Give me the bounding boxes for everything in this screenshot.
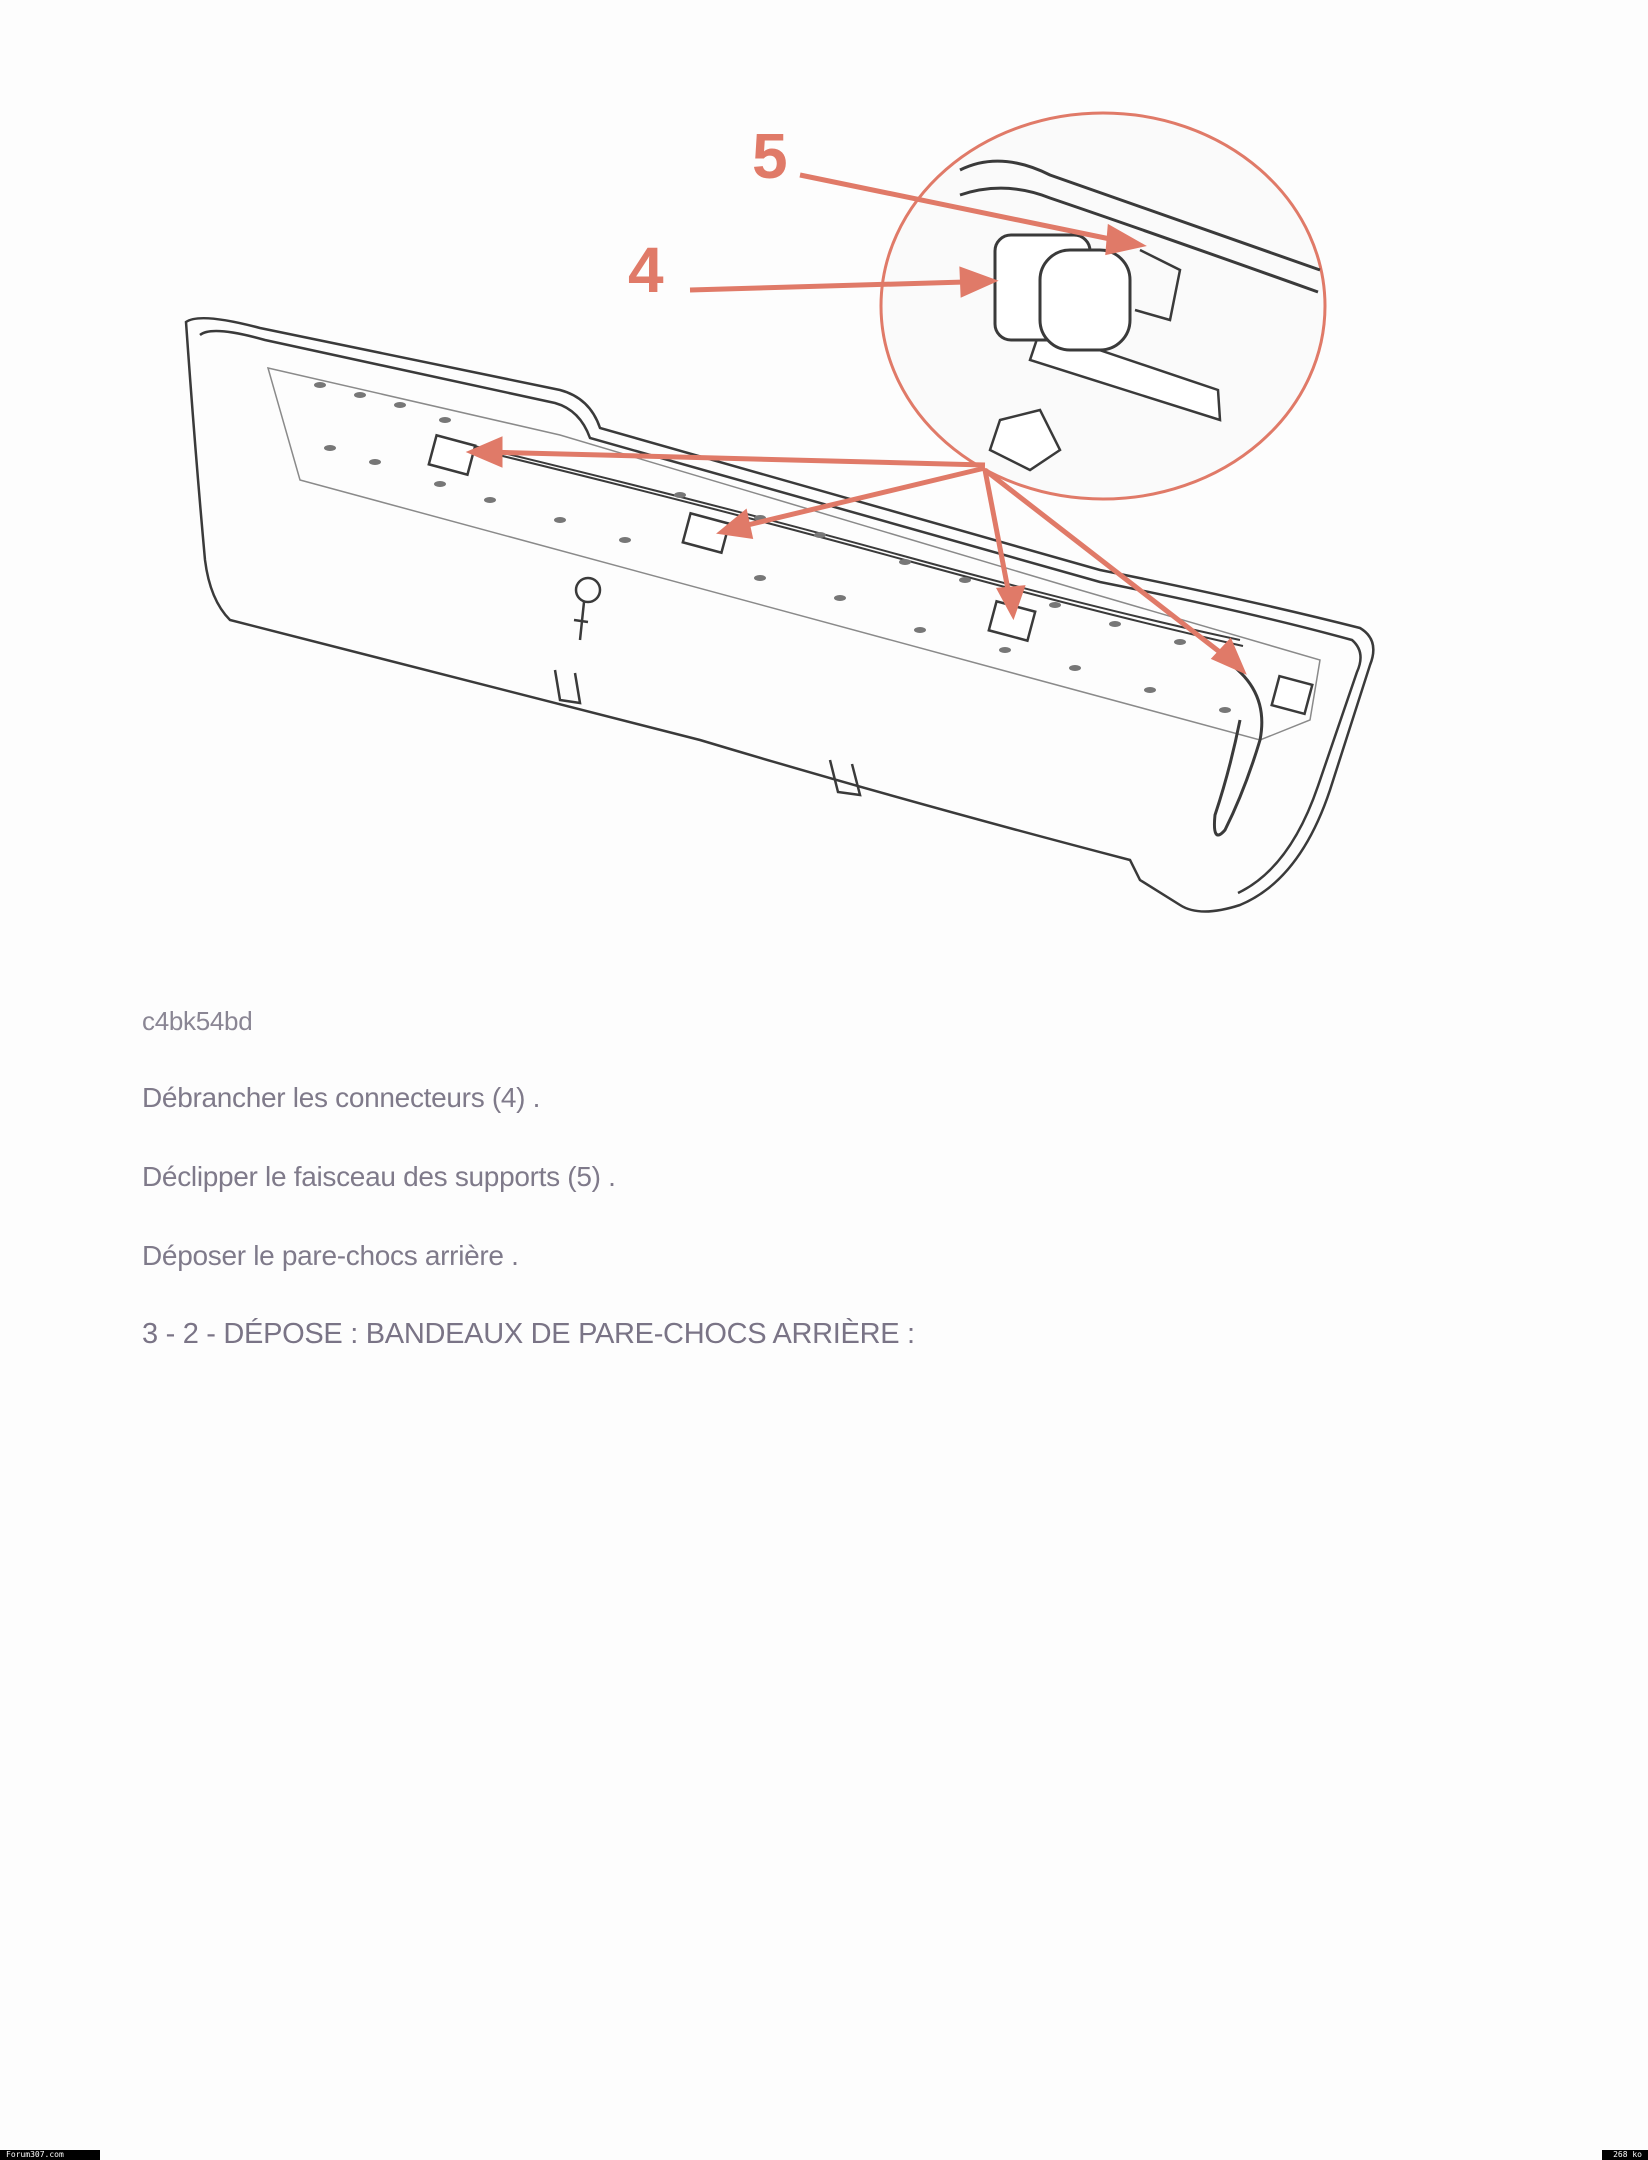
section-heading: 3 - 2 - DÉPOSE : BANDEAUX DE PARE-CHOCS ARRIÈRE :	[142, 1318, 915, 1350]
bumper-illustration	[0, 0, 1648, 960]
instruction-step-2: Déclipper le faisceau des supports (5) .	[142, 1161, 616, 1192]
instruction-step-3: Déposer le pare-chocs arrière .	[142, 1240, 519, 1271]
image-reference-code: c4bk54bd	[142, 1006, 253, 1036]
callout-4-label: 4	[628, 234, 664, 306]
callout-5-label: 5	[752, 120, 788, 192]
watermark-right-tag: 268 ko	[1602, 2150, 1648, 2160]
instruction-step-1: Débrancher les connecteurs (4) .	[142, 1082, 541, 1113]
wiring-harness	[1214, 660, 1261, 835]
watermark-left-tag: Forum307.com	[0, 2150, 100, 2160]
lower-tabs	[555, 578, 860, 795]
detail-zoom-circle	[881, 113, 1325, 499]
